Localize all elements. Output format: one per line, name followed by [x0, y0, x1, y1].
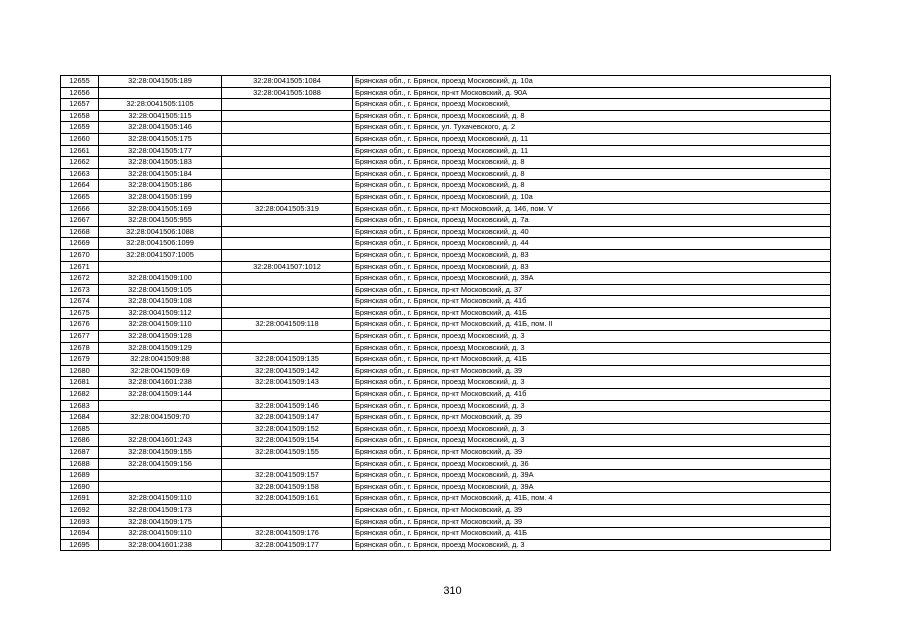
table-row: [61, 215, 831, 227]
address-cell: Брянская обл., г. Брянск, пр-кт Московский, д. 39: [353, 412, 831, 424]
row-number-cell: 12666: [61, 203, 99, 215]
address-cell: Брянская обл., г. Брянск, ул. Тухачевского, д. 2: [353, 122, 831, 134]
address-cell: Брянская обл., г. Брянск, проезд Московский, д. 8: [353, 180, 831, 192]
row-number-cell: 12668: [61, 226, 99, 238]
row-number-cell: 12689: [61, 470, 99, 482]
object-cadastral-number-cell: [222, 284, 353, 296]
object-cadastral-number-cell: 32:28:0041509:135: [222, 354, 353, 366]
row-number-cell: 12680: [61, 365, 99, 377]
page-number: 310: [443, 585, 462, 597]
cadastral-number-cell: 32:28:0041505:199: [99, 191, 222, 203]
address-cell: Брянская обл., г. Брянск, проезд Московский, д. 83: [353, 261, 831, 273]
object-cadastral-number-cell: [222, 504, 353, 516]
object-cadastral-number-cell: [222, 122, 353, 134]
row-number-cell: 12659: [61, 122, 99, 134]
cadastral-number-cell: 32:28:0041505:955: [99, 215, 222, 227]
object-cadastral-number-cell: 32:28:0041509:143: [222, 377, 353, 389]
row-number-cell: 12667: [61, 215, 99, 227]
table-row: [61, 226, 831, 238]
table-row: [61, 191, 831, 203]
cadastral-number-cell: 32:28:0041509:175: [99, 516, 222, 528]
address-cell: Брянская обл., г. Брянск, проезд Московский, д. 10а: [353, 191, 831, 203]
address-cell: Брянская обл., г. Брянск, проезд Московский, д. 3: [353, 377, 831, 389]
row-number-cell: 12679: [61, 354, 99, 366]
object-cadastral-number-cell: [222, 273, 353, 285]
cadastral-number-cell: 32:28:0041509:108: [99, 296, 222, 308]
cadastral-number-cell: 32:28:0041505:115: [99, 110, 222, 122]
address-cell: Брянская обл., г. Брянск, пр-кт Московский, д. 39: [353, 516, 831, 528]
object-cadastral-number-cell: [222, 307, 353, 319]
cadastral-number-cell: [99, 87, 222, 99]
table-row: [61, 470, 831, 482]
table-row: [61, 145, 831, 157]
address-cell: Брянская обл., г. Брянск, пр-кт Московский, д. 39: [353, 365, 831, 377]
table-row: [61, 157, 831, 169]
address-cell: Брянская обл., г. Брянск, пр-кт Московский, д. 90А: [353, 87, 831, 99]
table-row: [61, 504, 831, 516]
cadastral-number-cell: 32:28:0041509:105: [99, 284, 222, 296]
object-cadastral-number-cell: [222, 99, 353, 111]
table-row: [61, 273, 831, 285]
row-number-cell: 12669: [61, 238, 99, 250]
object-cadastral-number-cell: [222, 133, 353, 145]
cadastral-number-cell: 32:28:0041506:1099: [99, 238, 222, 250]
row-number-cell: 12663: [61, 168, 99, 180]
cadastral-number-cell: 32:28:0041505:184: [99, 168, 222, 180]
address-cell: Брянская обл., г. Брянск, проезд Московский, д. 11: [353, 133, 831, 145]
row-number-cell: 12674: [61, 296, 99, 308]
address-cell: Брянская обл., г. Брянск, проезд Московский, д. 39А: [353, 481, 831, 493]
table-row: [61, 180, 831, 192]
cadastral-number-cell: 32:28:0041507:1005: [99, 249, 222, 261]
address-cell: Брянская обл., г. Брянск, проезд Московский, д. 39А: [353, 273, 831, 285]
table-row: [61, 133, 831, 145]
table-row: [61, 331, 831, 343]
table-row: [61, 447, 831, 459]
object-cadastral-number-cell: [222, 296, 353, 308]
row-number-cell: 12683: [61, 400, 99, 412]
address-cell: Брянская обл., г. Брянск, проезд Московский, д. 10а: [353, 76, 831, 88]
address-cell: Брянская обл., г. Брянск, пр-кт Московский, д. 41б: [353, 389, 831, 401]
object-cadastral-number-cell: [222, 226, 353, 238]
address-cell: Брянская обл., г. Брянск, проезд Московский, д. 7а: [353, 215, 831, 227]
object-cadastral-number-cell: [222, 145, 353, 157]
address-cell: Брянская обл., г. Брянск, проезд Московский, д. 83: [353, 249, 831, 261]
row-number-cell: 12658: [61, 110, 99, 122]
address-cell: Брянская обл., г. Брянск, проезд Московский, д. 8: [353, 157, 831, 169]
cadastral-number-cell: 32:28:0041509:129: [99, 342, 222, 354]
cadastral-number-cell: 32:28:0041506:1088: [99, 226, 222, 238]
object-cadastral-number-cell: 32:28:0041509:176: [222, 528, 353, 540]
address-cell: Брянская обл., г. Брянск, проезд Московский, д. 3: [353, 331, 831, 343]
row-number-cell: 12670: [61, 249, 99, 261]
object-cadastral-number-cell: 32:28:0041509:155: [222, 447, 353, 459]
address-cell: Брянская обл., г. Брянск, проезд Московский, д. 8: [353, 110, 831, 122]
row-number-cell: 12676: [61, 319, 99, 331]
row-number-cell: 12672: [61, 273, 99, 285]
row-number-cell: 12662: [61, 157, 99, 169]
cadastral-number-cell: 32:28:0041505:186: [99, 180, 222, 192]
cadastral-number-cell: 32:28:0041505:146: [99, 122, 222, 134]
table-row: [61, 110, 831, 122]
table-row: [61, 296, 831, 308]
address-cell: Брянская обл., г. Брянск, пр-кт Московский, д. 37: [353, 284, 831, 296]
object-cadastral-number-cell: [222, 389, 353, 401]
object-cadastral-number-cell: [222, 342, 353, 354]
object-cadastral-number-cell: 32:28:0041509:154: [222, 435, 353, 447]
cadastral-number-cell: 32:28:0041509:144: [99, 389, 222, 401]
cadastral-number-cell: 32:28:0041509:110: [99, 493, 222, 505]
object-cadastral-number-cell: 32:28:0041509:152: [222, 423, 353, 435]
row-number-cell: 12673: [61, 284, 99, 296]
registry-table: [60, 75, 831, 551]
object-cadastral-number-cell: [222, 238, 353, 250]
address-cell: Брянская обл., г. Брянск, пр-кт Московский, д. 41Б: [353, 307, 831, 319]
cadastral-number-cell: [99, 400, 222, 412]
object-cadastral-number-cell: [222, 191, 353, 203]
cadastral-number-cell: 32:28:0041505:169: [99, 203, 222, 215]
cadastral-number-cell: [99, 481, 222, 493]
object-cadastral-number-cell: 32:28:0041507:1012: [222, 261, 353, 273]
table-row: [61, 238, 831, 250]
cadastral-number-cell: 32:28:0041509:88: [99, 354, 222, 366]
object-cadastral-number-cell: 32:28:0041505:319: [222, 203, 353, 215]
object-cadastral-number-cell: [222, 110, 353, 122]
table-row: [61, 354, 831, 366]
table-row: [61, 423, 831, 435]
object-cadastral-number-cell: [222, 180, 353, 192]
table-row: [61, 377, 831, 389]
row-number-cell: 12671: [61, 261, 99, 273]
table-row: [61, 458, 831, 470]
address-cell: Брянская обл., г. Брянск, пр-кт Московский, д. 41Б: [353, 528, 831, 540]
address-cell: Брянская обл., г. Брянск, пр-кт Московский, д. 146, пом. V: [353, 203, 831, 215]
object-cadastral-number-cell: [222, 331, 353, 343]
row-number-cell: 12687: [61, 447, 99, 459]
address-cell: Брянская обл., г. Брянск, проезд Московский, д. 44: [353, 238, 831, 250]
address-cell: Брянская обл., г. Брянск, проезд Московский, д. 3: [353, 423, 831, 435]
table-row: [61, 435, 831, 447]
cadastral-number-cell: [99, 423, 222, 435]
row-number-cell: 12694: [61, 528, 99, 540]
object-cadastral-number-cell: [222, 215, 353, 227]
address-cell: Брянская обл., г. Брянск, пр-кт Московский, д. 39: [353, 504, 831, 516]
cadastral-number-cell: 32:28:0041601:238: [99, 539, 222, 551]
object-cadastral-number-cell: [222, 458, 353, 470]
address-cell: Брянская обл., г. Брянск, проезд Московский, д. 3: [353, 342, 831, 354]
object-cadastral-number-cell: 32:28:0041509:146: [222, 400, 353, 412]
row-number-cell: 12661: [61, 145, 99, 157]
object-cadastral-number-cell: [222, 516, 353, 528]
row-number-cell: 12656: [61, 87, 99, 99]
cadastral-number-cell: 32:28:0041509:173: [99, 504, 222, 516]
table-row: [61, 493, 831, 505]
object-cadastral-number-cell: 32:28:0041509:142: [222, 365, 353, 377]
cadastral-number-cell: 32:28:0041509:156: [99, 458, 222, 470]
address-cell: Брянская обл., г. Брянск, проезд Московский, д. 36: [353, 458, 831, 470]
row-number-cell: 12695: [61, 539, 99, 551]
address-cell: Брянская обл., г. Брянск, проезд Московский, д. 39А: [353, 470, 831, 482]
cadastral-number-cell: 32:28:0041509:100: [99, 273, 222, 285]
object-cadastral-number-cell: 32:28:0041509:118: [222, 319, 353, 331]
object-cadastral-number-cell: 32:28:0041505:1088: [222, 87, 353, 99]
object-cadastral-number-cell: [222, 168, 353, 180]
object-cadastral-number-cell: [222, 249, 353, 261]
cadastral-number-cell: 32:28:0041505:177: [99, 145, 222, 157]
address-cell: Брянская обл., г. Брянск, пр-кт Московский, д. 41Б: [353, 354, 831, 366]
row-number-cell: 12686: [61, 435, 99, 447]
table-row: [61, 122, 831, 134]
cadastral-number-cell: 32:28:0041509:155: [99, 447, 222, 459]
table-row: [61, 307, 831, 319]
row-number-cell: 12665: [61, 191, 99, 203]
table-row: [61, 516, 831, 528]
row-number-cell: 12660: [61, 133, 99, 145]
table-row: [61, 319, 831, 331]
cadastral-number-cell: [99, 470, 222, 482]
row-number-cell: 12685: [61, 423, 99, 435]
table-row: [61, 99, 831, 111]
table-row: [61, 481, 831, 493]
address-cell: Брянская обл., г. Брянск, пр-кт Московский, д. 41Б, пом. 4: [353, 493, 831, 505]
table-row: [61, 539, 831, 551]
table-row: [61, 412, 831, 424]
cadastral-number-cell: 32:28:0041505:183: [99, 157, 222, 169]
table-row: [61, 87, 831, 99]
address-cell: Брянская обл., г. Брянск, проезд Московский, д. 3: [353, 539, 831, 551]
cadastral-number-cell: 32:28:0041509:69: [99, 365, 222, 377]
row-number-cell: 12664: [61, 180, 99, 192]
row-number-cell: 12691: [61, 493, 99, 505]
table-row: [61, 528, 831, 540]
object-cadastral-number-cell: 32:28:0041509:147: [222, 412, 353, 424]
table-row: [61, 389, 831, 401]
cadastral-number-cell: 32:28:0041509:128: [99, 331, 222, 343]
cadastral-number-cell: 32:28:0041601:238: [99, 377, 222, 389]
cadastral-number-cell: [99, 261, 222, 273]
object-cadastral-number-cell: 32:28:0041505:1084: [222, 76, 353, 88]
object-cadastral-number-cell: 32:28:0041509:161: [222, 493, 353, 505]
address-cell: Брянская обл., г. Брянск, пр-кт Московский, д. 39: [353, 447, 831, 459]
cadastral-number-cell: 32:28:0041505:189: [99, 76, 222, 88]
table-row: [61, 76, 831, 88]
row-number-cell: 12688: [61, 458, 99, 470]
table-row: [61, 168, 831, 180]
table-row: [61, 249, 831, 261]
row-number-cell: 12655: [61, 76, 99, 88]
table-row: [61, 342, 831, 354]
cadastral-number-cell: 32:28:0041601:243: [99, 435, 222, 447]
address-cell: Брянская обл., г. Брянск, проезд Московский, д. 11: [353, 145, 831, 157]
row-number-cell: 12684: [61, 412, 99, 424]
address-cell: Брянская обл., г. Брянск, проезд Московский, д. 40: [353, 226, 831, 238]
address-cell: Брянская обл., г. Брянск, пр-кт Московский, д. 41Б, пом. II: [353, 319, 831, 331]
row-number-cell: 12678: [61, 342, 99, 354]
cadastral-number-cell: 32:28:0041509:110: [99, 528, 222, 540]
table-row: [61, 400, 831, 412]
registry-table-body: [61, 76, 831, 551]
cadastral-number-cell: 32:28:0041509:70: [99, 412, 222, 424]
address-cell: Брянская обл., г. Брянск, проезд Московский, д. 3: [353, 435, 831, 447]
row-number-cell: 12682: [61, 389, 99, 401]
address-cell: Брянская обл., г. Брянск, пр-кт Московский, д. 41б: [353, 296, 831, 308]
object-cadastral-number-cell: 32:28:0041509:157: [222, 470, 353, 482]
object-cadastral-number-cell: 32:28:0041509:158: [222, 481, 353, 493]
cadastral-number-cell: 32:28:0041509:110: [99, 319, 222, 331]
object-cadastral-number-cell: 32:28:0041509:177: [222, 539, 353, 551]
cadastral-number-cell: 32:28:0041505:175: [99, 133, 222, 145]
object-cadastral-number-cell: [222, 157, 353, 169]
table-row: [61, 203, 831, 215]
row-number-cell: 12690: [61, 481, 99, 493]
address-cell: Брянская обл., г. Брянск, проезд Московский,: [353, 99, 831, 111]
row-number-cell: 12692: [61, 504, 99, 516]
cadastral-number-cell: 32:28:0041509:112: [99, 307, 222, 319]
row-number-cell: 12693: [61, 516, 99, 528]
table-row: [61, 284, 831, 296]
table-row: [61, 365, 831, 377]
row-number-cell: 12657: [61, 99, 99, 111]
address-cell: Брянская обл., г. Брянск, проезд Московский, д. 3: [353, 400, 831, 412]
cadastral-number-cell: 32:28:0041505:1105: [99, 99, 222, 111]
row-number-cell: 12681: [61, 377, 99, 389]
row-number-cell: 12675: [61, 307, 99, 319]
address-cell: Брянская обл., г. Брянск, проезд Московский, д. 8: [353, 168, 831, 180]
table-row: [61, 261, 831, 273]
row-number-cell: 12677: [61, 331, 99, 343]
